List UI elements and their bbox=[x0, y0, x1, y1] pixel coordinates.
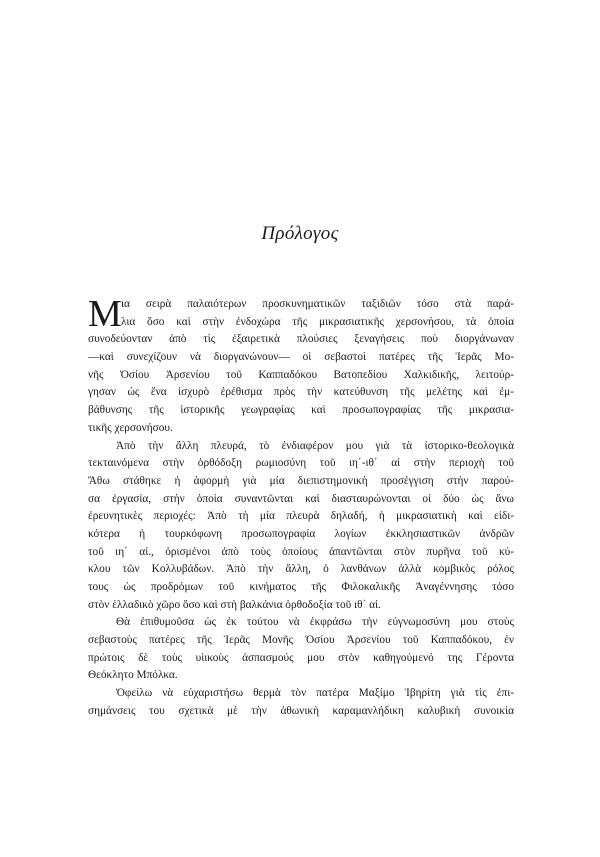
text-line: νῆς Ὁσίου Ἀρσενίου τοῦ Καππαδόκου Βατοπεδίου Χαλκιδικῆς, λειτούρ- bbox=[88, 368, 514, 381]
text-line: σεβαστοὺς πατέρες τῆς Ἱερᾶς Μονῆς Ὁσίου Ἀρσενίου τοῦ Καππαδόκου, ἐν bbox=[88, 634, 514, 647]
paragraph bbox=[88, 685, 514, 720]
text-line: τικῆς χερσονήσου. bbox=[88, 421, 173, 434]
text-line: τους ὡς προδρόμων τοῦ κινήματος τῆς Φιλοκαλικῆς Ἀναγέννησης τόσο bbox=[88, 581, 514, 593]
text-line: Ἄθω στάθηκε ἡ ἀφορμὴ γιὰ μία διεπιστημονικὴ προσέγγιση στὴν παρού- bbox=[88, 474, 514, 487]
text-line: κλου τῶν Κολλυβάδων. Ἀπὸ τὴν ἄλλη, ὁ λανθάνων ἀλλὰ κομβικὸς ρόλος bbox=[88, 563, 514, 576]
text-line: κότερα ἡ τουρκόφωνη προσωπογραφία λογίων ἐκκλησιαστικῶν ἀνδρῶν bbox=[88, 527, 514, 540]
text-line: Θεόκλητο Μπόλκα. bbox=[88, 669, 178, 682]
text-line: Θὰ ἐπιθυμοῦσα ὡς ἐκ τούτου νὰ ἐκφράσω τὴν εὐγνωμοσύνη μου στοὺς bbox=[116, 616, 514, 629]
text-line: τοῦ ιη΄ αἰ., ὁρισμένοι ἀπὸ τοὺς ὁποίους ἀπαντῶνται στὸν πυρῆνα τοῦ κύ- bbox=[88, 545, 514, 558]
paragraph bbox=[88, 438, 514, 615]
text-line: στὸν ἑλλαδικὸ χῶρο ὅσο καὶ στὴ βαλκάνια ὀρθοδοξία τοῦ ιθ΄ αἰ. bbox=[88, 598, 381, 611]
text-line: Ἀπὸ τὴν ἄλλη πλευρά, τὸ ἐνδιαφέρον μου γιὰ τὰ ἱστορικο-θεολογικὰ bbox=[116, 439, 514, 452]
text-line: συνοδεύονταν ἀπὸ τὶς ἐξαιρετικὰ πλούσιες ξεναγήσεις ποὺ διοργάνωναν bbox=[88, 333, 514, 346]
text-line: ια σειρὰ παλαιότερων προσκυνηματικῶν ταξιδιῶν τόσο στὰ παρά- bbox=[121, 298, 514, 310]
text-line: γησαν ὡς ἕνα ἰσχυρὸ ἐρέθισμα πρὸς τὴν κατεύθυνση τῆς μελέτης καὶ ἐμ- bbox=[88, 386, 514, 399]
text-line: Ὀφείλω νὰ εὐχαριστήσω θερμὰ τὸν πατέρα Μαξίμο Ἰβηρίτη γιὰ τὶς ἐπι- bbox=[116, 687, 514, 700]
page-title: Πρόλογος bbox=[261, 223, 339, 244]
text-line: βάθυνσης τῆς ἱστορικῆς γεωγραφίας καὶ προσωπογραφίας τῆς μικρασια- bbox=[88, 404, 514, 417]
paragraph bbox=[88, 293, 514, 438]
text-line: ἐρευνητικὲς περιοχές: Ἀπὸ τὴ μία πλευρὰ δηλαδή, ἡ μικρασιατικὴ καὶ εἰδι- bbox=[88, 510, 514, 523]
text-line: λια ὅσο καὶ στὴν ἐνδοχώρα τῆς μικρασιατικῆς χερσονήσου, τὰ ὁποία bbox=[121, 315, 514, 328]
text-line: σημάνσεις του σχετικὰ μὲ τὴν ἀθωνικὴ καραμανλήδικη καλυβικὴ συνοικία bbox=[88, 704, 514, 717]
text-line: τεκταινόμενα στὴν ὀρθόδοξη ρωμιοσύνη τοῦ ιη΄-ιθ΄ αἰ στὴν περιοχὴ τοῦ bbox=[88, 457, 514, 470]
body-text bbox=[88, 293, 514, 721]
text-line: πρώτοις δὲ τοὺς υἱικοὺς ἀσπασμούς μου στὸν καθηγούμενό της Γέροντα bbox=[88, 651, 514, 664]
text-line: —καὶ συνεχίζουν νὰ διοργανώνουν— οἱ σεβαστοὶ πατέρες τῆς Ἱερᾶς Μο- bbox=[88, 351, 514, 364]
drop-cap: Μ bbox=[88, 293, 122, 335]
text-line: σα ἐργασία, στὴν ὁποία συναντῶνται καὶ διασταυρώνονται οἱ δύο ὡς ἄνω bbox=[88, 492, 514, 505]
paragraph bbox=[88, 614, 514, 685]
